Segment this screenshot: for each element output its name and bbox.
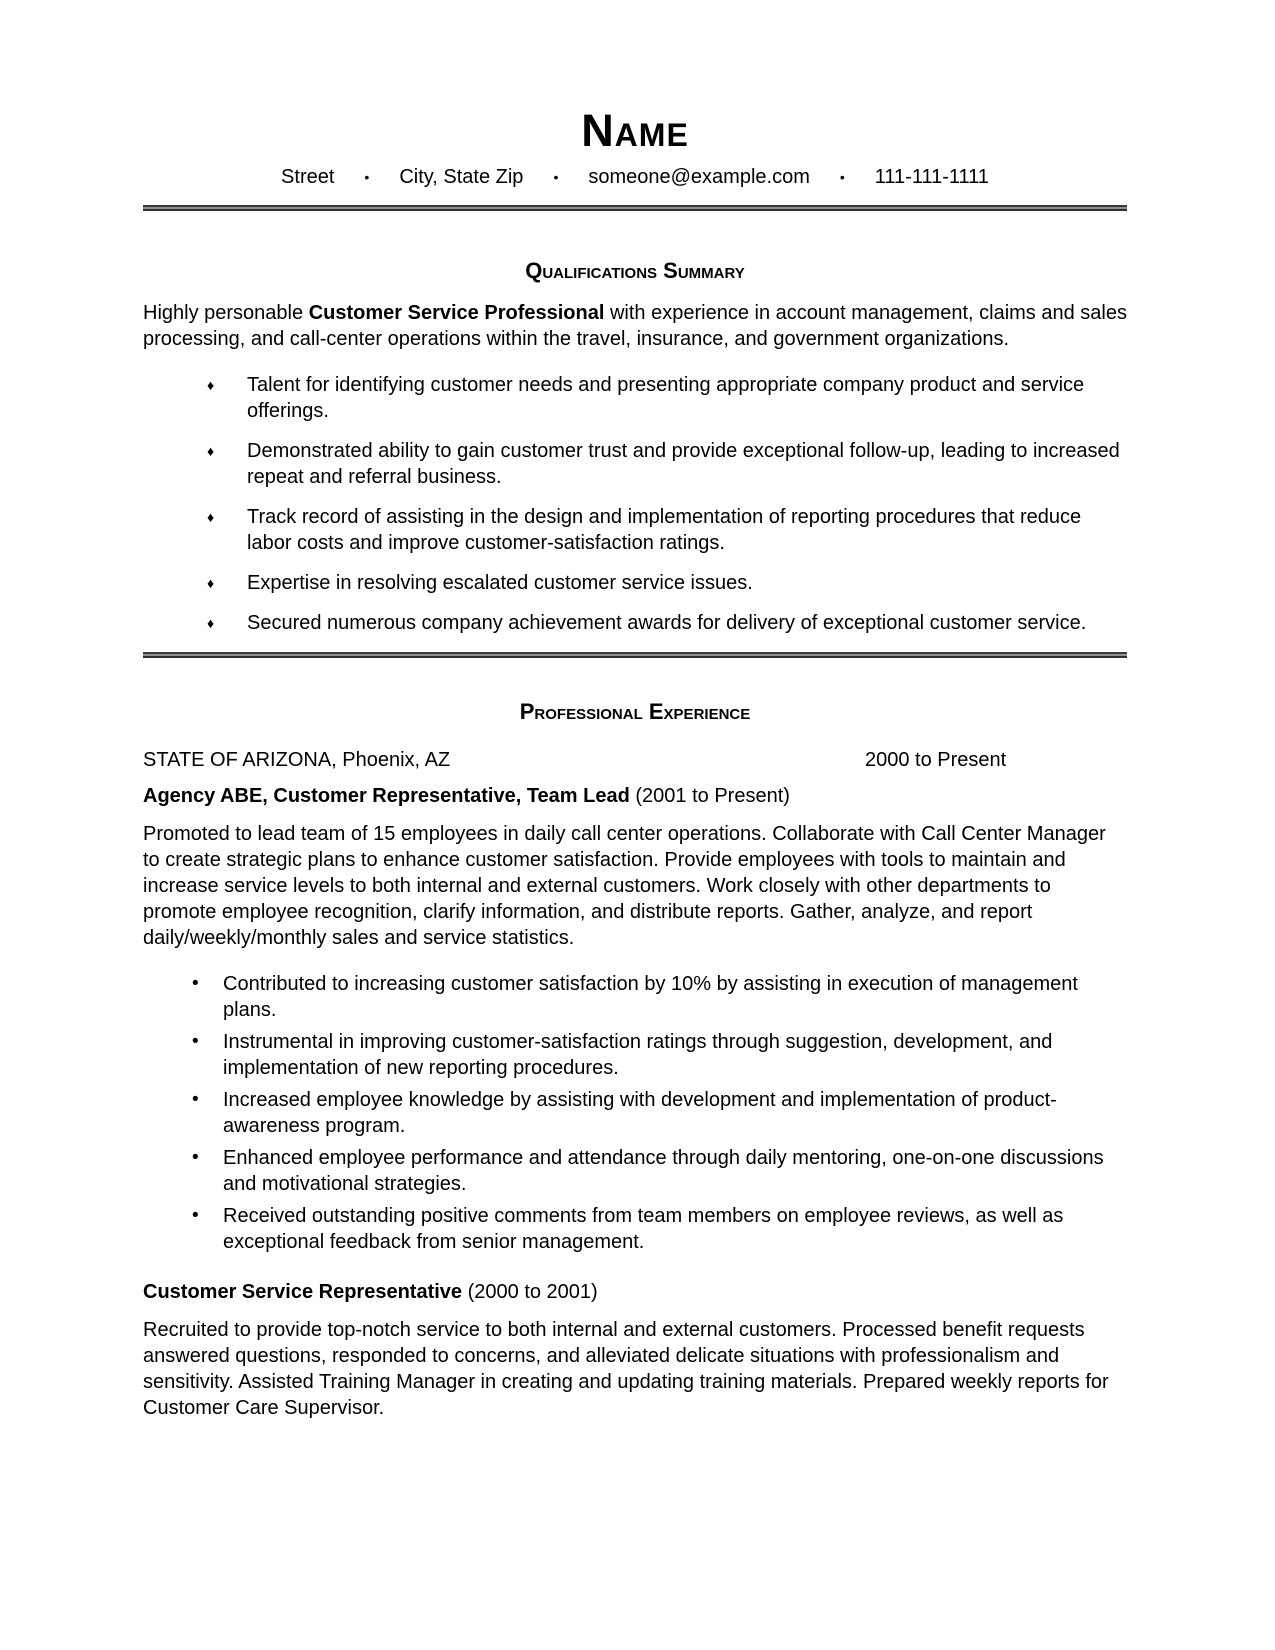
role-title: Customer Service Representative xyxy=(143,1281,463,1303)
dot-bullet-icon: • xyxy=(192,1089,199,1110)
section-divider xyxy=(143,652,1127,659)
bullet-separator-icon: • xyxy=(553,169,559,185)
bullet-separator-icon: • xyxy=(364,169,370,185)
bullet-item-text: Talent for identifying customer needs and presenting appropriate company product and service offerings. xyxy=(247,374,1085,422)
diamond-bullet-icon: ♦ xyxy=(207,509,215,525)
bullet-item xyxy=(143,570,1127,596)
intro-rest-text: with experience in account management, claims and sales processing, and call-center operations within the travel, insurance, and government organizations. xyxy=(143,302,1127,350)
contact-email: someone@example.com xyxy=(588,166,810,188)
bullet-item xyxy=(143,372,1127,424)
qualifications-bullet-list xyxy=(143,372,1127,636)
bullet-item xyxy=(143,1029,1127,1081)
contact-street: Street xyxy=(281,166,335,188)
diamond-bullet-icon: ♦ xyxy=(207,377,215,393)
dot-bullet-icon: • xyxy=(192,1147,199,1168)
role-bullet-list xyxy=(143,971,1127,1255)
diamond-bullet-icon: ♦ xyxy=(207,443,215,459)
intro-emphasis-text: Customer Service Professional xyxy=(308,302,605,324)
dot-bullet-icon: • xyxy=(192,973,199,994)
resume-content xyxy=(143,0,1127,1421)
bullet-item-text: Enhanced employee performance and attendance through daily mentoring, one-on-one discussions and motivational strategies. xyxy=(223,1147,1104,1195)
bullet-item-text: Secured numerous company achievement awards for delivery of exceptional customer service. xyxy=(247,612,1087,634)
dot-bullet-icon: • xyxy=(192,1031,199,1052)
contact-phone: 111-111-1111 xyxy=(874,166,989,188)
bullet-item xyxy=(143,971,1127,1023)
role-title-row xyxy=(143,783,1127,809)
qualifications-summary-heading: Qualifications Summary xyxy=(525,258,745,283)
professional-experience-heading: Professional Experience xyxy=(519,699,751,724)
bullet-item-text: Demonstrated ability to gain customer trust and provide exceptional follow-up, leading to increased repeat and referral business. xyxy=(247,440,1120,488)
dot-bullet-icon: • xyxy=(192,1205,199,1226)
bullet-item xyxy=(143,1145,1127,1197)
contact-city-state-zip: City, State Zip xyxy=(399,166,524,188)
person-name: Name xyxy=(581,105,689,156)
bullet-item-text: Received outstanding positive comments from team members on employee reviews, as well as exceptional feedback from senior management. xyxy=(223,1205,1064,1253)
bullet-separator-icon: • xyxy=(839,169,845,185)
bullet-item-text: Contributed to increasing customer satisfaction by 10% by assisting in execution of management plans. xyxy=(223,973,1078,1021)
bullet-item xyxy=(143,610,1127,636)
qualifications-intro-paragraph xyxy=(143,300,1127,352)
diamond-bullet-icon: ♦ xyxy=(207,575,215,591)
contact-line xyxy=(143,164,1127,190)
role-summary-paragraph: Recruited to provide top-notch service to both internal and external customers. Processed benefit requests answered questions, responded to concerns, and alleviated delicate situations with professionalism and sensitivity. Assisted Training Manager in creating and updating training materials. Prepared weekly reports for Customer Care Supervisor. xyxy=(143,1319,1109,1419)
intro-lead-text: Highly personable xyxy=(143,302,309,324)
employer-dates: 2000 to Present xyxy=(865,749,1007,771)
bullet-item xyxy=(143,1203,1127,1255)
role-dates: (2000 to 2001) xyxy=(467,1281,598,1303)
role-dates: (2001 to Present) xyxy=(635,785,790,807)
bullet-item xyxy=(143,1087,1127,1139)
bullet-item xyxy=(143,438,1127,490)
section-divider xyxy=(143,205,1127,212)
bullet-item-text: Track record of assisting in the design and implementation of reporting procedures that reduce labor costs and improve customer-satisfaction ratings. xyxy=(247,506,1082,554)
diamond-bullet-icon: ♦ xyxy=(207,615,215,631)
role-summary-paragraph: Promoted to lead team of 15 employees in daily call center operations. Collaborate with Call Center Manager to create strategic plans to enhance customer satisfaction. Provide employees with tools to maintain and increase service levels to both internal and external customers. Work closely with other departments to promote employee recognition, clarify information, and distribute reports. Gather, analyze, and report daily/weekly/monthly sales and service statistics. xyxy=(143,823,1106,949)
bullet-item-text: Expertise in resolving escalated customer service issues. xyxy=(247,572,753,594)
employer-row xyxy=(143,747,1127,773)
employer-name: STATE OF ARIZONA, Phoenix, AZ xyxy=(143,749,451,771)
bullet-item-text: Instrumental in improving customer-satisfaction ratings through suggestion, development, and implementation of new reporting procedures. xyxy=(223,1031,1053,1079)
bullet-item xyxy=(143,504,1127,556)
role-title-row xyxy=(143,1279,1127,1305)
role-title: Agency ABE, Customer Representative, Team Lead xyxy=(143,785,630,807)
bullet-item-text: Increased employee knowledge by assisting with development and implementation of product-awareness program. xyxy=(223,1089,1057,1137)
